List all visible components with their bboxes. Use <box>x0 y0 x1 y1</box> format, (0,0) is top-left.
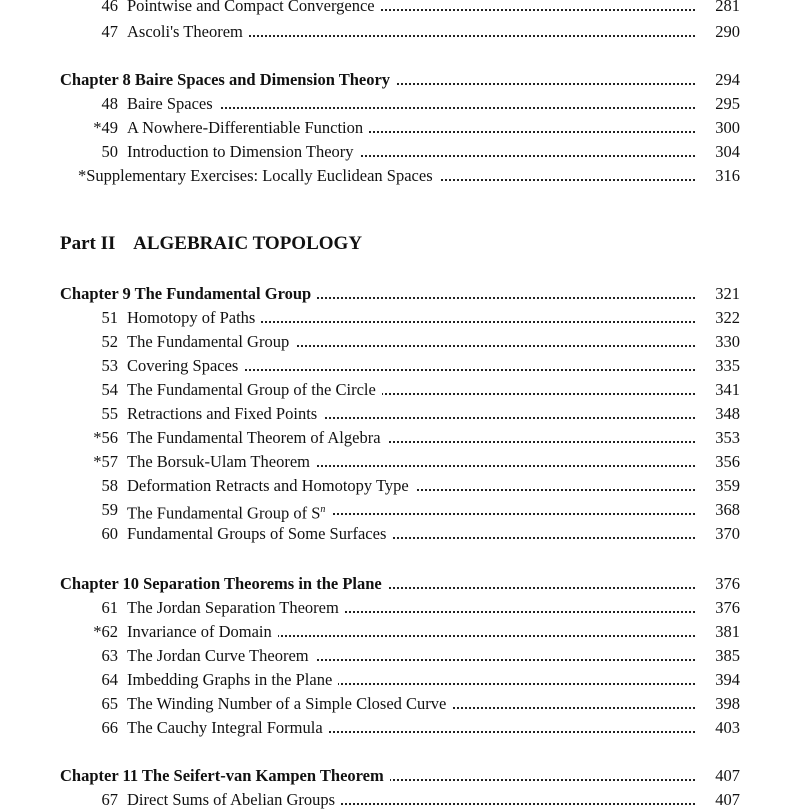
entry-title-text: The Jordan Curve Theorem <box>127 646 309 665</box>
section-title <box>127 116 369 140</box>
entry-title-text: The Borsuk-Ulam Theorem <box>127 452 310 471</box>
superscript: n <box>320 504 326 515</box>
toc-entry <box>60 596 740 620</box>
page-number: 385 <box>695 644 740 668</box>
section-number: 52 <box>101 332 118 351</box>
page-number: 359 <box>695 474 740 498</box>
section-number: 55 <box>101 404 118 423</box>
section-title <box>127 668 338 692</box>
entry-title-text: Baire Spaces <box>127 94 213 113</box>
toc-entry <box>60 402 740 426</box>
section-title <box>127 450 316 474</box>
entry-title-text: Homotopy of Paths <box>127 308 256 327</box>
section-title <box>127 378 382 402</box>
section-title <box>127 522 392 546</box>
toc-entry <box>60 620 740 644</box>
toc-entry <box>60 164 740 188</box>
chapter-title <box>60 68 396 92</box>
section-number: 61 <box>101 598 118 617</box>
section-number: 53 <box>101 356 118 375</box>
section-title <box>127 692 452 716</box>
page-number: 330 <box>695 330 740 354</box>
chapter-title <box>60 282 317 306</box>
toc-entry <box>60 378 740 402</box>
entry-title-text: The Fundamental Group of S <box>127 503 321 523</box>
section-number: *49 <box>93 118 118 137</box>
toc-entry <box>60 474 740 498</box>
section-title <box>127 0 381 18</box>
page-number: 321 <box>695 282 740 306</box>
page-number: 376 <box>695 596 740 620</box>
toc-entry <box>60 354 740 378</box>
chapter-title <box>60 764 390 788</box>
chapter-entry <box>60 572 740 596</box>
toc-entry <box>60 20 740 44</box>
entry-title-text: Imbedding Graphs in the Plane <box>127 670 333 689</box>
section-number: 67 <box>101 790 118 809</box>
entry-title-text: Ascoli's Theorem <box>127 22 243 41</box>
page-number: 403 <box>695 716 740 740</box>
section-title <box>127 474 415 498</box>
section-title <box>127 402 323 426</box>
page-number: 407 <box>695 764 740 788</box>
section-title <box>127 716 329 740</box>
entry-title-text: Invariance of Domain <box>127 622 272 641</box>
entry-title-text: Retractions and Fixed Points <box>127 404 318 423</box>
entry-title-text: Chapter 9 The Fundamental Group <box>60 284 312 303</box>
part-heading <box>60 232 362 256</box>
page-number: 335 <box>695 354 740 378</box>
page-number: 370 <box>695 522 740 546</box>
entry-title-text: The Fundamental Group <box>127 332 290 351</box>
toc-entry <box>60 92 740 116</box>
section-number: 63 <box>101 646 118 665</box>
part-label: Part II <box>60 233 116 254</box>
page-number: 368 <box>695 498 740 522</box>
section-number: 47 <box>101 22 118 41</box>
page-number: 341 <box>695 378 740 402</box>
toc-entry <box>60 306 740 330</box>
toc-entry <box>60 0 740 18</box>
toc-entry <box>60 522 740 546</box>
entry-title-text: *Supplementary Exercises: Locally Euclidean Spaces <box>78 166 433 185</box>
page-number: 394 <box>695 668 740 692</box>
page-number: 376 <box>695 572 740 596</box>
section-number: *56 <box>93 428 118 447</box>
chapter-entry <box>60 282 740 306</box>
section-title <box>127 140 360 164</box>
entry-title-text: The Fundamental Theorem of Algebra <box>127 428 381 447</box>
entry-title-text: Pointwise and Compact Convergence <box>127 0 375 15</box>
section-title <box>127 306 261 330</box>
page-number: 294 <box>695 68 740 92</box>
section-title <box>127 596 345 620</box>
entry-title-text: Covering Spaces <box>127 356 239 375</box>
entry-title-text: The Jordan Separation Theorem <box>127 598 339 617</box>
page-number: 290 <box>695 20 740 44</box>
section-title <box>127 620 278 644</box>
toc-entry <box>60 330 740 354</box>
section-number: 48 <box>101 94 118 113</box>
section-title <box>127 644 315 668</box>
dot-leader <box>180 35 695 37</box>
toc-entry <box>60 644 740 668</box>
entry-title-text: Introduction to Dimension Theory <box>127 142 354 161</box>
page-number: 356 <box>695 450 740 474</box>
page-number: 381 <box>695 620 740 644</box>
entry-title-text: Direct Sums of Abelian Groups <box>127 790 336 809</box>
page-number: 295 <box>695 92 740 116</box>
chapter-entry <box>60 764 740 788</box>
section-title <box>127 20 249 44</box>
section-title <box>127 788 341 812</box>
section-title <box>127 426 387 450</box>
dot-leader <box>180 107 695 109</box>
section-number: 60 <box>101 524 118 543</box>
entry-title-text: Fundamental Groups of Some Surfaces <box>127 524 387 543</box>
section-title <box>127 92 219 116</box>
toc-entry <box>60 498 740 522</box>
entry-title-text: Chapter 11 The Seifert-van Kampen Theorem <box>60 766 384 785</box>
section-title <box>127 330 295 354</box>
page-number: 316 <box>695 164 740 188</box>
section-number: 46 <box>101 0 118 15</box>
section-number: 59 <box>101 500 118 519</box>
page-number: 407 <box>695 788 740 812</box>
entry-title-text: Deformation Retracts and Homotopy Type <box>127 476 409 495</box>
entry-title-text: A Nowhere-Differentiable Function <box>127 118 364 137</box>
entry-title-text: Chapter 8 Baire Spaces and Dimension Theory <box>60 70 391 89</box>
toc-entry <box>60 668 740 692</box>
dot-leader <box>180 369 695 371</box>
page-number: 348 <box>695 402 740 426</box>
page-number: 304 <box>695 140 740 164</box>
toc-entry <box>60 716 740 740</box>
page-number: 281 <box>695 0 740 18</box>
part-title: ALGEBRAIC TOPOLOGY <box>133 233 363 254</box>
section-number: 65 <box>101 694 118 713</box>
section-number: 54 <box>101 380 118 399</box>
page-number: 300 <box>695 116 740 140</box>
section-number: 50 <box>101 142 118 161</box>
entry-title-text: Chapter 10 Separation Theorems in the Plane <box>60 574 382 593</box>
entry-title-text: The Winding Number of a Simple Closed Curve <box>127 694 447 713</box>
toc-entry <box>60 140 740 164</box>
section-title <box>127 354 244 378</box>
chapter-title <box>60 572 388 596</box>
section-number: 51 <box>101 308 118 327</box>
section-title <box>78 164 439 188</box>
section-number: 58 <box>101 476 118 495</box>
toc-entry <box>60 426 740 450</box>
section-number: 66 <box>101 718 118 737</box>
section-number: 64 <box>101 670 118 689</box>
toc-entry <box>60 788 740 812</box>
section-number: *57 <box>93 452 118 471</box>
page-number: 353 <box>695 426 740 450</box>
toc-entry <box>60 692 740 716</box>
chapter-entry <box>60 68 740 92</box>
section-number: *62 <box>93 622 118 641</box>
entry-title-text: The Cauchy Integral Formula <box>127 718 323 737</box>
page-number: 322 <box>695 306 740 330</box>
page-number: 398 <box>695 692 740 716</box>
toc-entry <box>60 116 740 140</box>
entry-title-text: The Fundamental Group of the Circle <box>127 380 376 399</box>
toc-entry <box>60 450 740 474</box>
